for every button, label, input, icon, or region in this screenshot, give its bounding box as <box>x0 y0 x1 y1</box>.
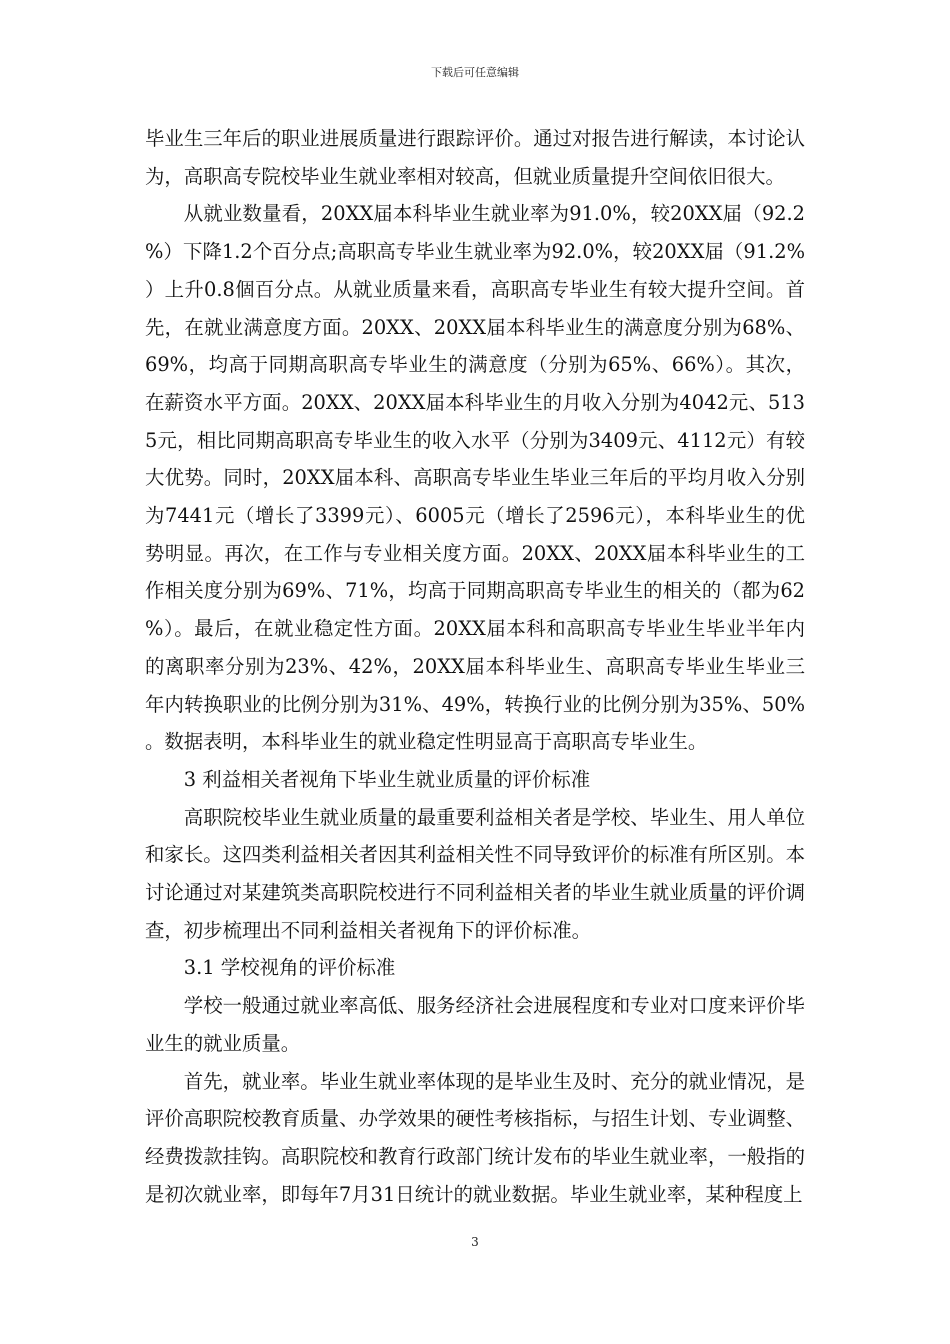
subsection-heading: 3.1 学校视角的评价标准 <box>183 956 396 980</box>
document-body <box>145 120 805 1213</box>
paragraph-continuation: 毕业生三年后的职业进展质量进行跟踪评价。通过对报告进行解读，本讨论认为，高职高专院校毕业生就业率相对较高，但就业质量提升空间依旧很大。 <box>145 127 805 188</box>
paragraph-employment-rate: 首先，就业率。毕业生就业率体现的是毕业生及时、充分的就业情况，是评价高职院校教育质量、办学效果的硬性考核指标，与招生计划、专业调整、经费拨款挂钩。高职院校和教育行政部门统计发布的毕业生就业率，一般指的是初次就业率，即每年7月31日统计的就业数据。毕业生就业率，某种程度上 <box>145 1069 805 1206</box>
section-heading: 3 利益相关者视角下毕业生就业质量的评价标准 <box>183 767 591 791</box>
page-number: 3 <box>471 1235 479 1249</box>
paragraph-employment-statistics: 从就业数量看，20XX届本科毕业生就业率为91.0%，较20XX届（92.2%）下降1.2个百分点;高职高专毕业生就业率为92.0%，较20XX届（91.2%）上升0.8個百分点。从就业质量来看，高职高专毕业生有较大提升空间。首先，在就业满意度方面。20XX、20XX届本科毕业生的满意度分别为68%、69%，均高于同期高职高专毕业生的满意度（分别为65%、66%）。其次，在薪资水平方面。20XX、20XX届本科毕业生的月收入分别为4042元、5135元，相比同期高职高专毕业生的收入水平（分别为3409元、4112元）有较大优势。同时，20XX届本科、高职高专毕业生毕业三年后的平均月收入分别为7441元（增长了3399元）、6005元（增长了2596元），本科毕业生的优势明显。再次，在工作与专业相关度方面。20XX、20XX届本科毕业生的工作相关度分别为69%、71%，均高于同期高职高专毕业生的相关的（都为62%）。最后，在就业稳定性方面。20XX届本科和高职高专毕业生毕业半年内的离职率分别为23%、42%，20XX届本科毕业生、高职高专毕业生毕业三年内转换职业的比例分别为31%、49%，转换行业的比例分别为35%、50%。数据表明，本科毕业生的就业稳定性明显高于高职高专毕业生。 <box>145 202 805 754</box>
paragraph-school-criteria: 学校一般通过就业率高低、服务经济社会进展程度和专业对口度来评价毕业生的就业质量。 <box>145 994 805 1055</box>
page-header: 下载后可任意编辑 <box>431 66 519 79</box>
paragraph-stakeholders: 高职院校毕业生就业质量的最重要利益相关者是学校、毕业生、用人单位和家长。这四类利益相关者因其利益相关性不同导致评价的标准有所区别。本讨论通过对某建筑类高职院校进行不同利益相关者的毕业生就业质量的评价调查，初步梳理出不同利益相关者视角下的评价标准。 <box>145 805 805 942</box>
